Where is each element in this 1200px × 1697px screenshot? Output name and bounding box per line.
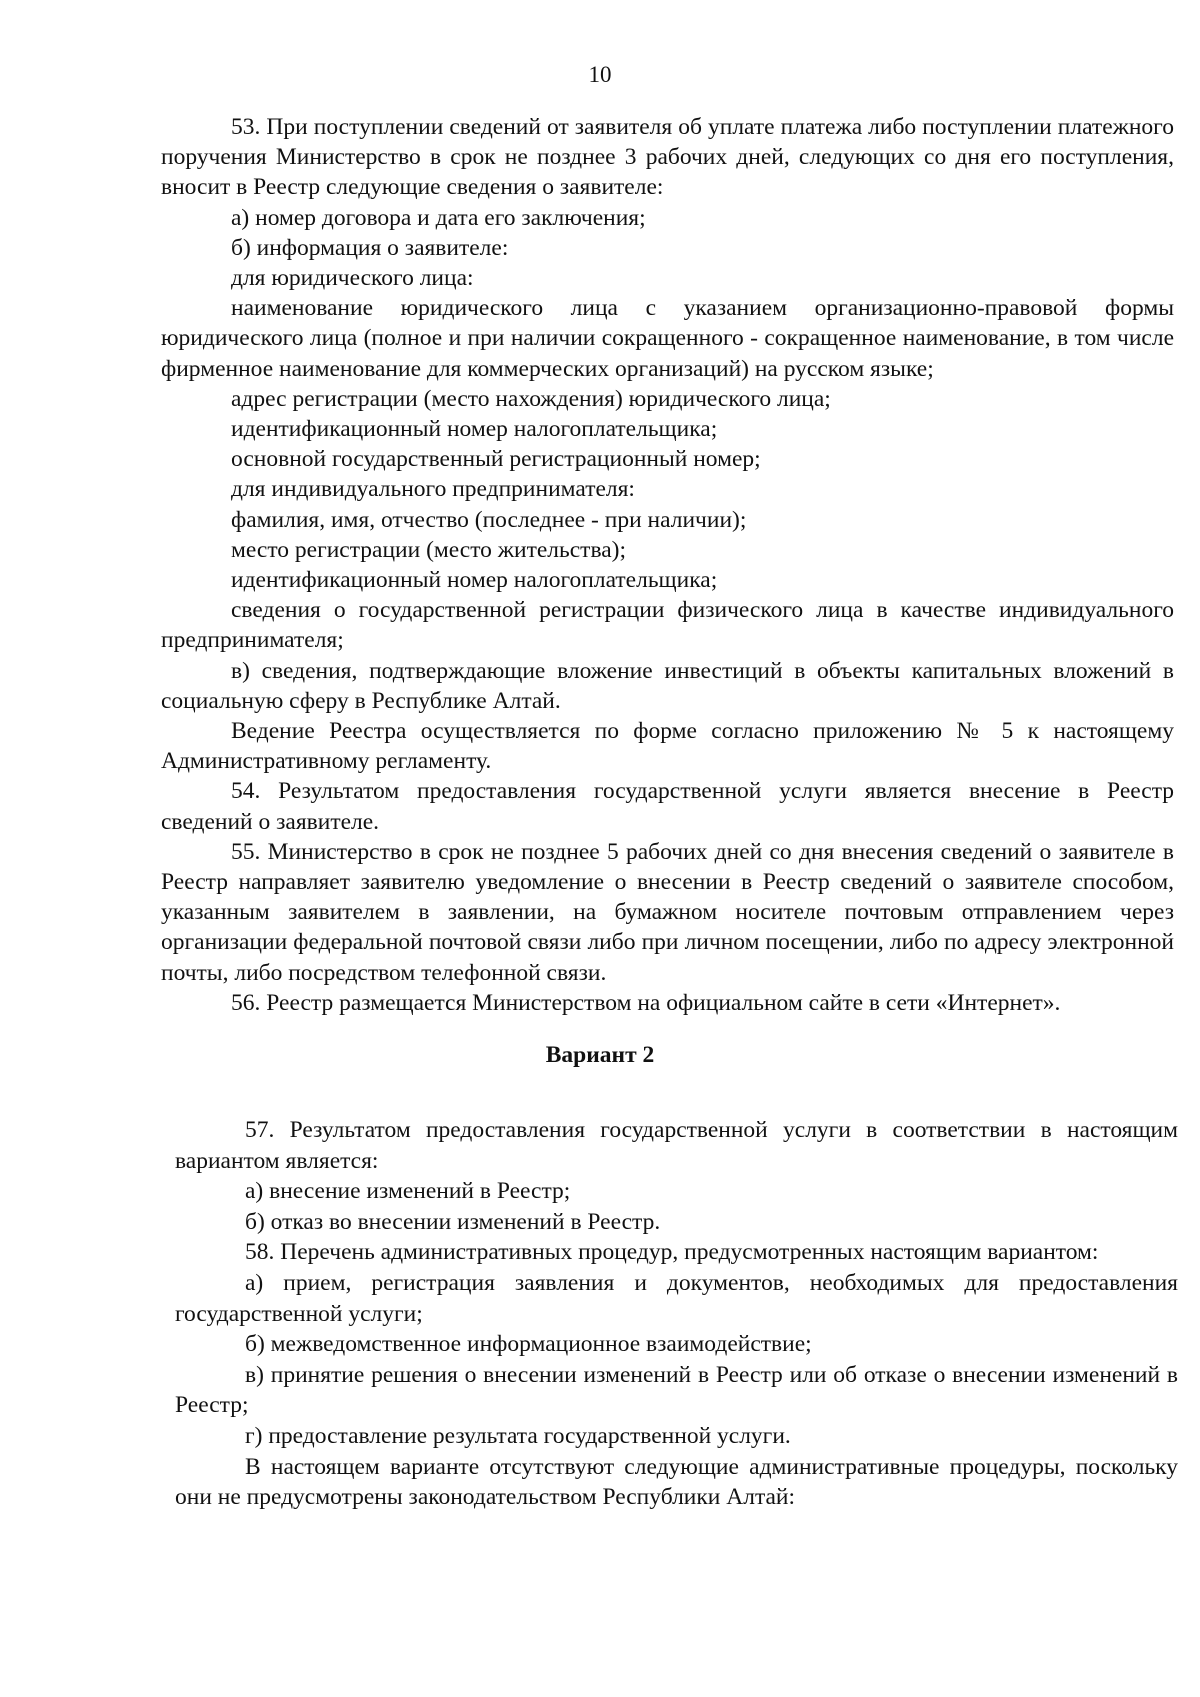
section-heading: Вариант 2 [545,1042,655,1068]
paragraph: а) номер договора и дата его заключения; [231,204,646,231]
paragraph: В настоящем варианте отсутствуют следующие административные процедуры, поскольку они не предусмотрены законодательством Республики Алтай: [175,1453,1178,1511]
paragraph: б) межведомственное информационное взаимодействие; [245,1331,812,1358]
paragraph: адрес регистрации (место нахождения) юридического лица; [231,385,831,412]
paragraph: в) принятие решения о внесении изменений в Реестр или об отказе о внесении изменений в Реестр; [175,1361,1178,1419]
section-1 [161,112,1174,1018]
paragraph: для юридического лица: [231,265,474,292]
paragraph: Ведение Реестра осуществляется по форме согласно приложению № 5 к настоящему Административному регламенту. [161,718,1174,775]
paragraph: 57. Результатом предоставления государственной услуги в соответствии в настоящим вариантом является: [175,1117,1178,1174]
paragraph: 55. Министерство в срок не позднее 5 рабочих дней со дня внесения сведений о заявителе в Реестр направляет заявителю уведомление о внесении в Реестр сведений о заявителе способом, указанным заявителем в заявлении, на бумажном носителе почтовым отправлением через организации федеральной почтовой связи либо при личном посещении, либо по адресу электронной почты, либо посредством телефонной связи. [161,838,1174,986]
paragraph: место регистрации (место жительства); [231,536,627,563]
paragraph: идентификационный номер налогоплательщика; [231,567,718,594]
paragraph: основной государственный регистрационный номер; [231,446,761,473]
paragraph: сведения о государственной регистрации физического лица в качестве индивидуального предпринимателя; [161,597,1174,654]
paragraph: идентификационный номер налогоплательщика; [231,416,718,443]
paragraph: а) прием, регистрация заявления и документов, необходимых для предоставления государственной услуги; [175,1269,1178,1327]
paragraph: г) предоставление результата государственной услуги. [245,1422,791,1449]
paragraph: б) информация о заявителе: [231,234,509,261]
paragraph: наименование юридического лица с указанием организационно-правовой формы юридического лица (полное и при наличии сокращенного - сокращенное наименование, в том числе фирменное наименование для коммерческих организаций) на русском языке; [161,295,1174,382]
paragraph: для индивидуального предпринимателя: [231,476,635,503]
paragraph: 54. Результатом предоставления государственной услуги является внесение в Реестр сведений о заявителе. [161,778,1174,835]
paragraph: фамилия, имя, отчество (последнее - при наличии); [231,506,747,533]
paragraph: 56. Реестр размещается Министерством на официальном сайте в сети «Интернет». [231,989,1061,1016]
paragraph: а) внесение изменений в Реестр; [245,1178,571,1205]
page-number: 10 [588,62,612,87]
section-2 [175,1115,1178,1513]
paragraph: в) сведения, подтверждающие вложение инвестиций в объекты капитальных вложений в социальную сферу в Республике Алтай. [161,657,1174,714]
paragraph: б) отказ во внесении изменений в Реестр. [245,1208,661,1235]
paragraph: 53. При поступлении сведений от заявителя об уплате платежа либо поступлении платежного поручения Министерство в срок не позднее 3 рабочих дней, следующих со дня его поступления, вносит в Реестр следующие сведения о заявителе: [161,114,1174,201]
paragraph: 58. Перечень административных процедур, предусмотренных настоящим вариантом: [245,1239,1099,1266]
